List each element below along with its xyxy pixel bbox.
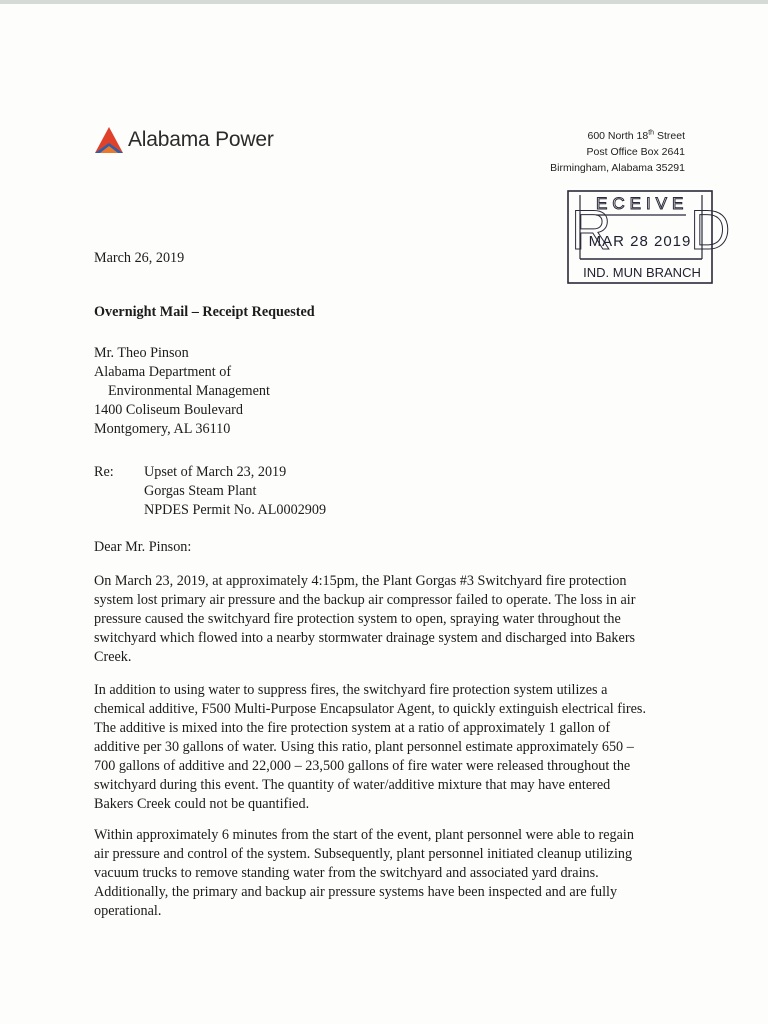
letter-date: March 26, 2019 bbox=[94, 250, 185, 266]
paragraph-line: On March 23, 2019, at approximately 4:15pm, the Plant Gorgas #3 Switchyard fire protection bbox=[94, 573, 627, 589]
stamp-right-letter: D bbox=[690, 198, 731, 261]
paragraph-line: pressure caused the switchyard fire protection system to open, spraying water throughout the bbox=[94, 611, 621, 627]
recipient-line: Environmental Management bbox=[108, 383, 270, 399]
body-paragraph bbox=[94, 681, 678, 814]
paragraph-line: chemical additive, F500 Multi-Purpose Encapsulator Agent, to quickly extinguish electrical fires. bbox=[94, 701, 646, 717]
paragraph-line: Creek. bbox=[94, 649, 132, 665]
paragraph-line: Within approximately 6 minutes from the start of the event, plant personnel were able to regain bbox=[94, 827, 634, 843]
paragraph-line: system lost primary air pressure and the backup air compressor failed to operate. The loss in air bbox=[94, 592, 636, 608]
received-stamp bbox=[566, 189, 731, 285]
sender-address bbox=[550, 128, 685, 176]
alabama-power-triangle-logo-icon bbox=[94, 126, 124, 154]
address-street: 600 North 18th Street bbox=[587, 129, 685, 142]
recipient-line: Montgomery, AL 36110 bbox=[94, 421, 231, 437]
address-city: Birmingham, Alabama 35291 bbox=[550, 162, 685, 174]
paragraph-line: switchyard which flowed into a nearby stormwater drainage system and discharged into Bakers bbox=[94, 630, 636, 646]
subject-line: Upset of March 23, 2019 bbox=[144, 464, 287, 480]
subject-line: NPDES Permit No. AL0002909 bbox=[144, 502, 327, 518]
stamp-branch: IND. MUN BRANCH bbox=[583, 265, 701, 280]
subject-block bbox=[94, 463, 326, 520]
paragraph-line: Additionally, the primary and backup air pressure systems have been inspected and are fully bbox=[94, 884, 618, 900]
subject-label: Re: bbox=[94, 464, 114, 480]
paragraph-line: vacuum trucks to remove standing water from the switchyard and associated yard drains. bbox=[94, 865, 599, 881]
company-logo bbox=[94, 124, 274, 156]
delivery-method: Overnight Mail – Receipt Requested bbox=[94, 304, 315, 320]
body-paragraph bbox=[94, 826, 678, 921]
paragraph-line: 700 gallons of additive and 22,000 – 23,500 gallons of fire water were released throughout the bbox=[94, 758, 631, 774]
stamp-date: MAR 28 2019 bbox=[588, 233, 692, 250]
stamp-word: ECEIVE bbox=[596, 194, 689, 213]
company-name: Alabama Power bbox=[128, 128, 274, 151]
paragraph-line: switchyard during this event. The quantity of water/additive mixture that may have entered bbox=[94, 777, 611, 793]
paragraph-line: additive per 30 gallons of water. Using this ratio, plant personnel estimate approximately 650 – bbox=[94, 739, 634, 755]
stamp-left-letter: R bbox=[571, 198, 612, 261]
body-paragraph bbox=[94, 572, 678, 667]
subject-line: Gorgas Steam Plant bbox=[144, 483, 257, 499]
salutation: Dear Mr. Pinson: bbox=[94, 539, 192, 555]
recipient-line: 1400 Coliseum Boulevard bbox=[94, 402, 243, 418]
recipient-line: Alabama Department of bbox=[94, 364, 232, 380]
paragraph-line: operational. bbox=[94, 903, 162, 919]
paragraph-line: Bakers Creek could not be quantified. bbox=[94, 796, 310, 812]
recipient-address bbox=[94, 344, 270, 439]
paragraph-line: air pressure and control of the system. Subsequently, plant personnel initiated cleanup utilizing bbox=[94, 846, 633, 862]
address-po-box: Post Office Box 2641 bbox=[586, 146, 685, 158]
paragraph-line: In addition to using water to suppress fires, the switchyard fire protection system utilizes a bbox=[94, 682, 608, 698]
paragraph-line: The additive is mixed into the fire protection system at a ratio of approximately 1 gallon of bbox=[94, 720, 611, 736]
recipient-line: Mr. Theo Pinson bbox=[94, 345, 189, 361]
